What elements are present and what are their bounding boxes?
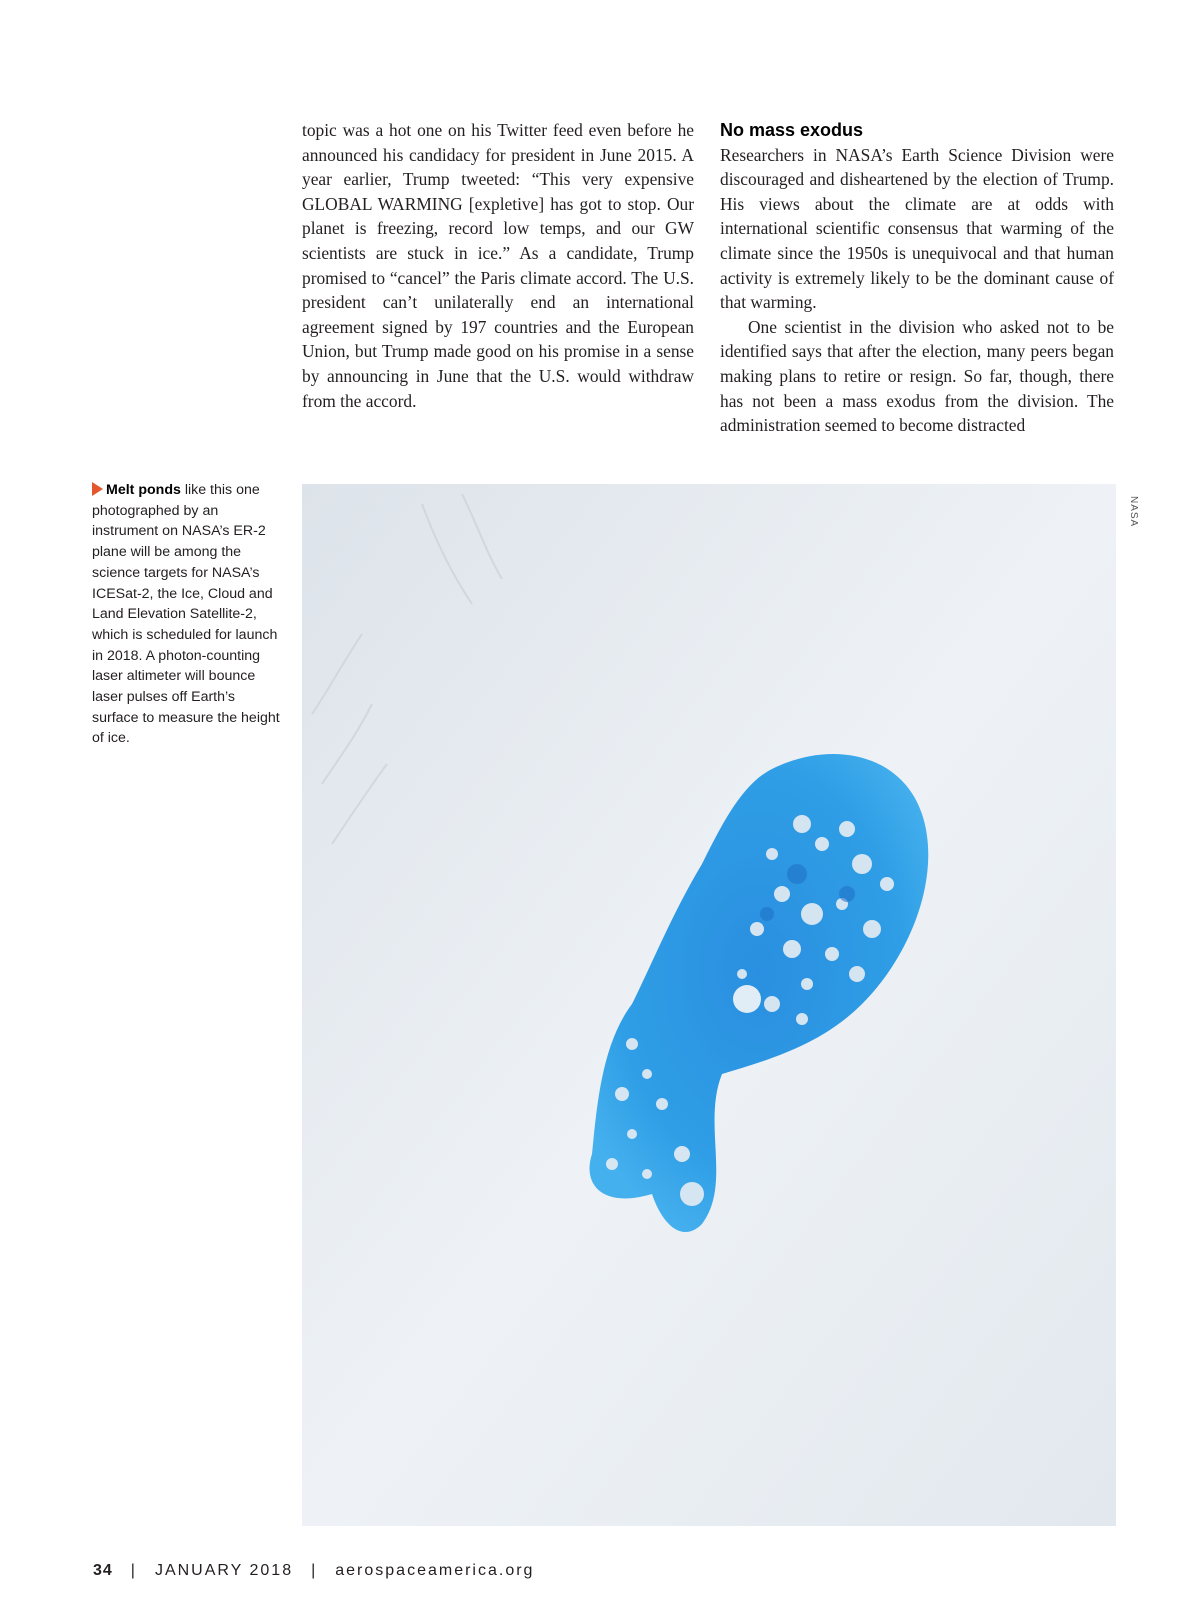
footer-divider: | — [130, 1562, 137, 1579]
footer-divider: | — [311, 1562, 318, 1579]
photo-credit: NASA — [1128, 496, 1139, 528]
melt-pond-photo — [302, 484, 1116, 1526]
website-link[interactable]: aerospaceamerica.org — [335, 1562, 535, 1579]
photo-caption — [92, 480, 280, 749]
article-column-left — [302, 118, 694, 413]
body-paragraph: One scientist in the division who asked not to be identified says that after the election, many peers began making plans to retire or resign. So far, though, there has not been a mass exodus from the division. The administration seemed to become distracted — [720, 316, 1114, 436]
caption-text: like this one photographed by an instrument on NASA’s ER-2 plane will be among the science targets for NASA’s ICESat-2, the Ice, Cloud and Land Elevation Satellite-2, which is scheduled for launch in 2018. A photon-counting laser altimeter will bounce laser pulses off Earth’s surface to measure the height of ice. — [92, 482, 280, 747]
caption-lead: Melt ponds — [106, 482, 181, 498]
page-footer — [93, 1562, 534, 1580]
body-paragraph: Researchers in NASA’s Earth Science Division were discouraged and disheartened by the election of Trump. His views about the climate are at odds with international scientific consensus that warming of the climate since the 1950s is unequivocal and that human activity is extremely likely to be the dominant cause of that warming. — [720, 144, 1114, 313]
caption-arrow-icon — [92, 482, 103, 496]
body-paragraph: topic was a hot one on his Twitter feed even before he announced his candidacy for president in June 2015. A year earlier, Trump tweeted: “This very expensive GLOBAL WARMING [expletive] has got to stop. Our planet is freezing, record low temps, and our GW scientists are stuck in ice.” As a candidate, Trump promised to “cancel” the Paris climate accord. The U.S. president can’t unilaterally end an international agreement signed by 197 countries and the European Union, but Trump made good on his promise in a sense by announcing in June that the U.S. would withdraw from the accord. — [302, 120, 694, 411]
issue-date: JANUARY 2018 — [154, 1562, 294, 1579]
article-column-right — [720, 118, 1114, 438]
section-subhead: No mass exodus — [720, 120, 864, 140]
page-number: 34 — [93, 1562, 113, 1579]
melt-pond-illustration — [302, 484, 1116, 1526]
